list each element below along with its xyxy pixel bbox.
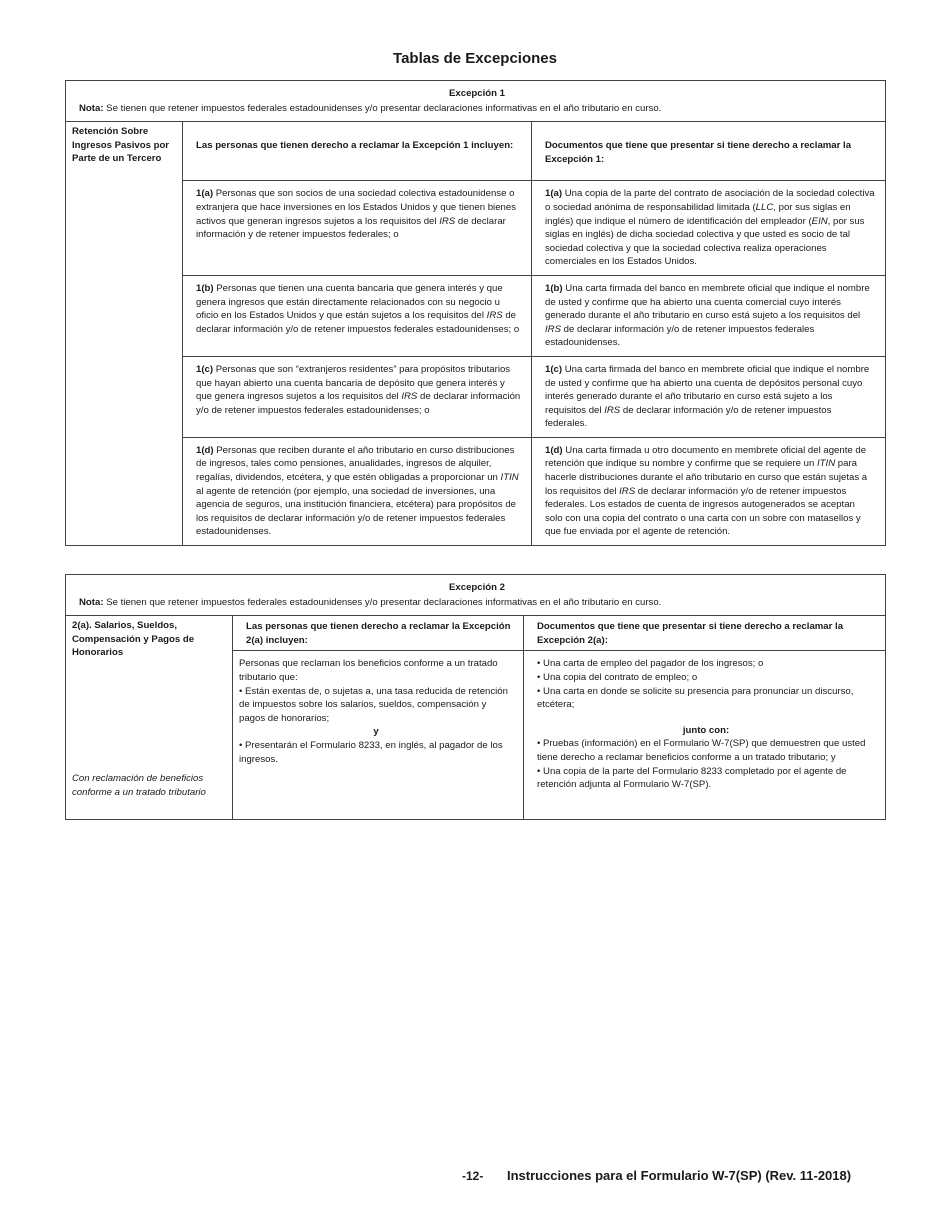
exception-1a-documents: 1(a) Una copia de la parte del contrato de asociación de la sociedad colectiva o sociedad anónima de responsabilidad limitada (LLC, por sus siglas en inglés) que indique el número de identificación del empleador (EIN, por sus siglas en inglés) de dicha sociedad colectiva y que usted es socio de tal sociedad colectiva y que la sociedad colectiva realiza operaciones comerciales en los Estados Unidos.	[532, 181, 886, 276]
exception-2-title: Excepción 2	[449, 582, 506, 593]
exception-2-table	[65, 574, 886, 820]
exception-1-title: Excepción 1	[449, 88, 506, 99]
page-footer	[462, 1168, 851, 1183]
page-title: Tablas de Excepciones	[393, 50, 557, 67]
exception-1-persons-heading: Las personas que tienen derecho a reclamar la Excepción 1 incluyen:	[183, 122, 532, 181]
form-title: Instrucciones para el Formulario W-7(SP) (Rev. 11-2018)	[506, 1168, 852, 1183]
table-row	[66, 275, 886, 356]
table-row	[66, 181, 886, 276]
exception-1b-documents: 1(b) Una carta firmada del banco en membrete oficial que indique el nombre de usted y confirme que ha abierto una cuenta comercial cuyo interés generado durante el año tributario en curso está sujeto a los requisitos del IRS de declarar información y/o de retener impuestos federales estadounidenses.	[532, 275, 886, 356]
table-row	[66, 437, 886, 545]
exception-1c-documents: 1(c) Una carta firmada del banco en membrete oficial que indique el nombre de usted y confirme que ha abierto una cuenta de depósitos personal cuyo interés generado durante el año tributario en curso está sujeto a los requisitos del IRS de declarar información y/o de retener impuestos federales.	[532, 356, 886, 437]
exception-2-header	[66, 575, 886, 616]
exception-2-note: Nota: Se tienen que retener impuestos federales estadounidenses y/o presentar declaraciones informativas en el año tributario en curso.	[79, 596, 662, 608]
exception-2-persons-heading: Las personas que tienen derecho a reclamar la Excepción 2(a) incluyen:	[233, 616, 524, 651]
exception-2a-persons: Personas que reclaman los beneficios conforme a un tratado tributario que: • Están exentas de, o sujetas a, una tasa reducida de retención de impuestos sobre los salarios, sueldos, compensación y pagos de honorarios; y • Presentarán el Formulario 8233, en inglés, al pagador de los ingresos.	[233, 651, 524, 820]
exception-1-documents-heading: Documentos que tiene que presentar si tiene derecho a reclamar la Excepción 1:	[532, 122, 886, 181]
exception-1d-persons: 1(d) Personas que reciben durante el año tributario en curso distribuciones de ingresos, tales como pensiones, anualidades, ingresos de alquiler, regalías, dividendos, etcétera, y que estén obligadas a proporcionar un ITIN al agente de retención (por ejemplo, una sociedad de inversiones, una agencia de seguros, una institución financiera, etcétera) para propósitos de los requisitos de declarar información y/o de retener impuestos federales estadounidenses.	[183, 437, 532, 545]
exception-1-table	[65, 80, 886, 546]
exception-1d-documents: 1(d) Una carta firmada u otro documento en membrete oficial del agente de retención que indique su nombre y confirme que se requiere un ITIN para hacerle distribuciones durante el año tributario en curso que están sujetas a los requisitos del IRS de declarar información y/o de retener impuestos federales. Los estados de cuenta de ingresos autogenerados se aceptan solo con una copia del contrato o una carta con un sobre con matasellos y que fue enviada por el agente de retención.	[532, 437, 886, 545]
exception-2-row-label: 2(a). Salarios, Sueldos, Compensación y Pagos de Honorarios	[72, 620, 195, 659]
exception-2-row-sublabel: Con reclamación de beneficios conforme a un tratado tributario	[72, 773, 206, 798]
table-row	[66, 356, 886, 437]
exception-1-header	[66, 81, 886, 122]
exception-1-note: Nota: Se tienen que retener impuestos federales estadounidenses y/o presentar declaraciones informativas en el año tributario en curso.	[79, 102, 662, 114]
page-number: -12-	[462, 1169, 484, 1183]
exception-1a-persons: 1(a) Personas que son socios de una sociedad colectiva estadounidense o extranjera que hace inversiones en los Estados Unidos y que tienen bienes activos que generan ingresos sujetos a los requisitos del IRS de declarar información y de retener impuestos federales; o	[183, 181, 532, 276]
exception-2a-documents: • Una carta de empleo del pagador de los ingresos; o • Una copia del contrato de empleo; o • Una carta en donde se solicite su presencia para pronunciar un discurso, etcétera; junto con: • Pruebas (información) en el Formulario W-7(SP) que demuestren que usted tiene derecho a reclamar beneficios conforme a un tratado tributario; y • Una copia de la parte del Formulario 8233 completado por el agente de retención adjunta al Formulario W-7(SP).	[524, 651, 886, 820]
exception-1-row-label: Retención Sobre Ingresos Pasivos por Parte de un Tercero	[66, 122, 183, 546]
exception-2-documents-heading: Documentos que tiene que presentar si tiene derecho a reclamar la Excepción 2(a):	[524, 616, 886, 651]
exception-2-row-label-cell	[66, 616, 233, 820]
exception-1c-persons: 1(c) Personas que son “extranjeros residentes” para propósitos tributarios que hayan abierto una cuenta bancaria de depósito que genera interés y que genera ingresos sujetos a los requisitos del IRS de declarar información y/o de retener impuestos federales estadounidenses; o	[183, 356, 532, 437]
exception-1b-persons: 1(b) Personas que tienen una cuenta bancaria que genera interés y que genera ingresos que están directamente relacionados con su negocio u oficio en los Estados Unidos y que están sujetos a los requisitos del IRS de declarar información y/o de retener impuestos federales estadounidenses; o	[183, 275, 532, 356]
